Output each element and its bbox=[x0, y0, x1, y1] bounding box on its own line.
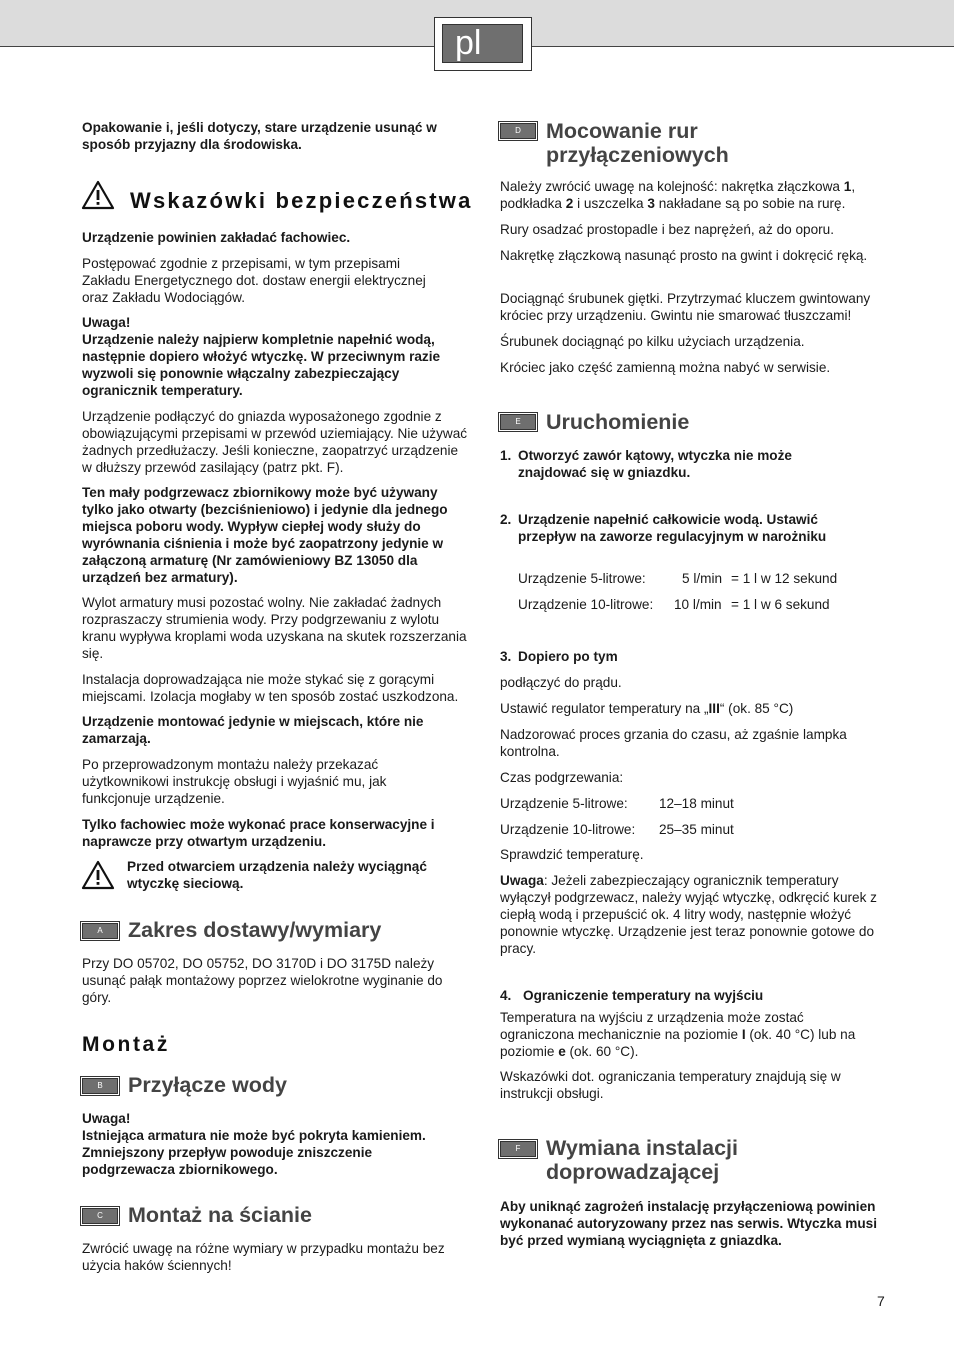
safety-p5: Ten mały podgrzewacz zbiornikowy może być używany tylko jako otwarty (bezciśnieniowo) i jedynie dla jednego miejsca poboru wody. Wypływ ciepłej wody służy do wyrównania ciśnienia i może być zaopatrzony jedynie w załączoną armaturę (Nr zamówieniowy BZ 13050 dla urządzeń bez armatury). bbox=[82, 485, 448, 585]
section-a-title: Zakres dostawy/wymiary bbox=[128, 918, 382, 942]
section-d-p5: Śrubunek dociągnąć po kilku użyciach urządzenia. bbox=[500, 334, 805, 349]
safety-p1: Urządzenie powinien zakładać fachowiec. bbox=[82, 230, 351, 245]
section-d-marker: D bbox=[500, 123, 536, 139]
step-3-p4: Czas podgrzewania: bbox=[500, 770, 624, 785]
section-d-p6: Króciec jako część zamienną można nabyć w serwisie. bbox=[500, 360, 831, 375]
safety-warning-label: Uwaga! bbox=[82, 315, 131, 330]
section-c-text: Zwrócić uwagę na różne wymiary w przypadku montażu bez użycia haków ściennych! bbox=[82, 1241, 445, 1273]
step-3-p6: Uwaga: Jeżeli zabezpieczający ogranicznik temperatury wyłączył podgrzewacz, należy wyjąć wtyczkę, odkręcić kurek z ciepłą wodą i przepuścić ok. 4 litry wody, następnie włożyć ponownie wtyczkę. Urządzenie jest teraz ponownie gotowe do pracy. bbox=[500, 873, 877, 956]
safety-heading: Wskazówki bezpieczeństwa bbox=[130, 188, 473, 213]
step-3-p2: Ustawić regulator temperatury na „III“ (ok. 85 °C) bbox=[500, 701, 794, 716]
safety-p10: Tylko fachowiec może wykonać prace konserwacyjne i naprawcze przy otwartym urządzeniu. bbox=[82, 817, 435, 849]
step-4-p1: Temperatura na wyjściu z urządzenia może zostać ograniczona mechanicznie na poziomie I (ok. 40 °C) lub na poziomie e (ok. 60 °C). bbox=[500, 1010, 856, 1059]
flow-row-10l-label: Urządzenie 10-litrowe: bbox=[518, 597, 654, 612]
step-3-p5: Sprawdzić temperaturę. bbox=[500, 847, 644, 862]
step-4-text: Ograniczenie temperatury na wyjściu bbox=[523, 988, 764, 1003]
safety-p7: Instalacja doprowadzająca nie może stykać się z gorącymi miejscami. Izolacja mogłaby w ten sposób zostać uszkodzona. bbox=[82, 672, 459, 704]
flow-row-5l-eq: = 1 l w 12 sekund bbox=[731, 571, 838, 586]
language-code: pl bbox=[442, 24, 523, 63]
safety-p3: Urządzenie należy najpierw kompletnie napełnić wodą, następnie dopiero włożyć wtyczkę. W przeciwnym razie wyzwoli się ponownie włączalny zabezpieczający ogranicznik temperatury. bbox=[82, 332, 441, 398]
section-e-marker: E bbox=[500, 414, 536, 430]
section-c-marker: C bbox=[82, 1208, 118, 1224]
section-d-title-line1: Mocowanie rur bbox=[546, 119, 698, 143]
section-f-text: Aby uniknąć zagrożeń instalację przyłączeniową powinien wykonanać autoryzowany przez nas serwis. Wtyczka musi być przed wymianą wyciągnięta z gniazdka. bbox=[500, 1199, 877, 1248]
section-a-marker: A bbox=[82, 923, 118, 939]
step-2-text: Urządzenie napełnić całkowicie wodą. Ustawić przepływ na zaworze regulacyjnym w narożniku bbox=[518, 512, 827, 544]
warning-icon bbox=[81, 180, 115, 210]
flow-row-10l-eq: = 1 l w 6 sekund bbox=[731, 597, 830, 612]
step-2-number: 2. bbox=[500, 512, 512, 527]
step-3-text: Dopiero po tym bbox=[518, 649, 618, 664]
section-d-p3: Nakrętkę złączkową nasunąć prosto na gwint i dokręcić ręką. bbox=[500, 248, 868, 263]
warning-icon-small bbox=[81, 860, 115, 890]
safety-p11: Przed otwarciem urządzenia należy wyciągnąć wtyczkę sieciową. bbox=[127, 859, 427, 891]
safety-p8: Urządzenie montować jedynie w miejscach, które nie zamarzają. bbox=[82, 714, 424, 746]
heat-time-5l-value: 12–18 minut bbox=[659, 796, 734, 811]
section-b-title: Przyłącze wody bbox=[128, 1073, 287, 1097]
safety-p4: Urządzenie podłączyć do gniazda wyposażonego zgodnie z obowiązującymi przepisami w przewód uziemiający. Nie używać żadnych przedłużaczy. Jeśli konieczne, zaopatrzyć urządzenie w dłuższy przewód zasilający (patrz pkt. F). bbox=[82, 409, 468, 475]
section-c-title: Montaż na ścianie bbox=[128, 1203, 312, 1227]
step-3-p1: podłączyć do prądu. bbox=[500, 675, 622, 690]
section-b-warning-label: Uwaga! bbox=[82, 1111, 131, 1126]
language-badge bbox=[434, 17, 532, 71]
step-4-number: 4. bbox=[500, 988, 512, 1003]
step-3-p3: Nadzorować proces grzania do czasu, aż zgaśnie lampka kontrolna. bbox=[500, 727, 847, 759]
step-3-number: 3. bbox=[500, 649, 512, 664]
heat-time-10l-value: 25–35 minut bbox=[659, 822, 734, 837]
section-b-marker: B bbox=[82, 1078, 118, 1094]
montaz-heading: Montaż bbox=[82, 1033, 170, 1056]
flow-row-10l-flow: 10 l/min bbox=[674, 597, 722, 612]
section-e-title: Uruchomienie bbox=[546, 410, 690, 434]
intro-text: Opakowanie i, jeśli dotyczy, stare urządzenie usunąć w sposób przyjazny dla środowiska. bbox=[82, 120, 437, 152]
section-d-p1: Należy zwrócić uwagę na kolejność: nakrętka złączkowa 1, podkładka 2 i uszczelka 3 nakładane są po sobie na rurę. bbox=[500, 179, 856, 211]
section-d-p2: Rury osadzać prostopadle i bez naprężeń, aż do oporu. bbox=[500, 222, 835, 237]
section-f-title-line2: doprowadzającej bbox=[546, 1160, 720, 1184]
step-1-number: 1. bbox=[500, 448, 512, 463]
safety-p9: Po przeprowadzonym montażu należy przekazać użytkownikowi instrukcję obsługi i wyjaśnić mu, jak funkcjonuje urządzenie. bbox=[82, 757, 387, 806]
section-d-title-line2: przyłączeniowych bbox=[546, 143, 729, 167]
step-1-text: Otworzyć zawór kątowy, wtyczka nie może znajdować się w gniazdku. bbox=[518, 448, 792, 480]
heat-time-10l-label: Urządzenie 10-litrowe: bbox=[500, 822, 636, 837]
safety-p2: Postępować zgodnie z przepisami, w tym przepisami Zakładu Energetycznego dot. dostaw energii elektrycznej oraz Zakładu Wodociągów. bbox=[82, 256, 426, 305]
page-number: 7 bbox=[877, 1293, 885, 1309]
flow-row-5l-flow: 5 l/min bbox=[682, 571, 723, 586]
section-d-p4: Dociągnąć śrubunek giętki. Przytrzymać kluczem gwintowany króciec przy urządzeniu. Gwintu nie smarować tłuszczami! bbox=[500, 291, 871, 323]
step-4-p2: Wskazówki dot. ograniczania temperatury znajdują się w instrukcji obsługi. bbox=[500, 1069, 841, 1101]
flow-row-5l-label: Urządzenie 5-litrowe: bbox=[518, 571, 646, 586]
section-a-text: Przy DO 05702, DO 05752, DO 3170D i DO 3175D należy usunąć pałąk montażowy poprzez wielokrotne wyginanie do góry. bbox=[82, 956, 443, 1005]
safety-p6: Wylot armatury musi pozostać wolny. Nie zakładać żadnych rozpraszaczy strumienia wody. Przy podgrzewaniu z wylotu kranu wypływa kroplami woda uzyskana na skutek rozszerzania się. bbox=[82, 595, 467, 661]
section-f-title-line1: Wymiana instalacji bbox=[546, 1136, 738, 1160]
heat-time-5l-label: Urządzenie 5-litrowe: bbox=[500, 796, 628, 811]
section-f-marker: F bbox=[500, 1141, 536, 1157]
section-b-text: Istniejąca armatura nie może być pokryta kamieniem. Zmniejszony przepływ powoduje zniszczenie podgrzewacza zbiornikowego. bbox=[82, 1128, 426, 1177]
